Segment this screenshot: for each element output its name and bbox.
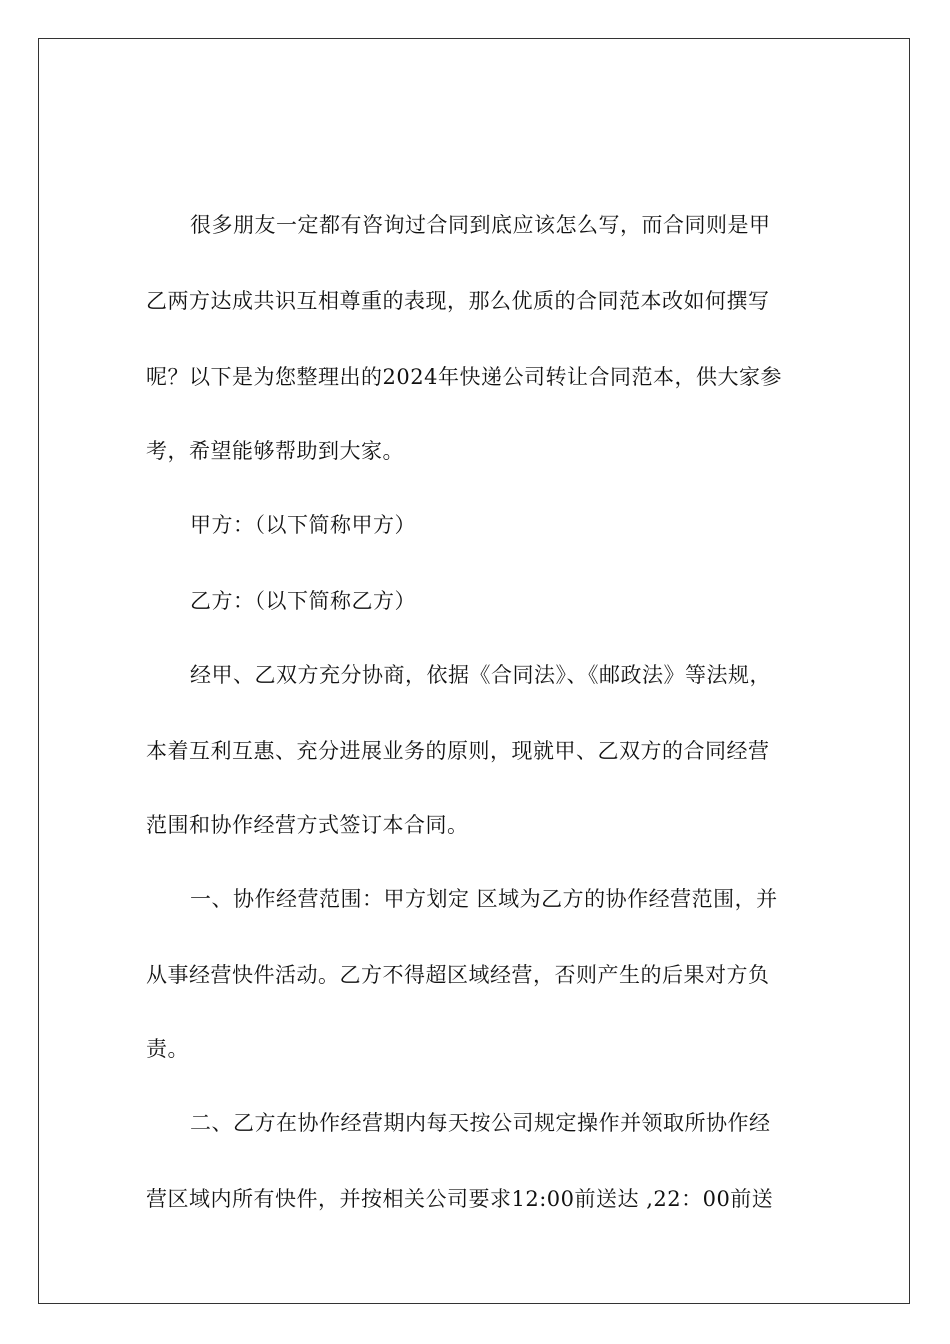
paragraph-line: 很多朋友一定都有咨询过合同到底应该怎么写，而合同则是甲	[190, 213, 771, 237]
paragraph-line: 范围和协作经营方式签订本合同。	[146, 813, 469, 837]
clause-1-line: 一、协作经营范围：甲方划定 区域为乙方的协作经营范围，并	[190, 887, 778, 911]
paragraph-line: 考，希望能够帮助到大家。	[146, 439, 404, 463]
clause-1-line: 责。	[146, 1037, 189, 1061]
paragraph-line: 经甲、乙双方充分协商，依据《合同法》、《邮政法》等法规，	[190, 663, 771, 687]
paragraph-line: 乙两方达成共识互相尊重的表现，那么优质的合同范本改如何撰写	[146, 289, 770, 313]
party-a-line: 甲方：（以下简称甲方）	[190, 513, 416, 537]
paragraph-line: 本着互利互惠、充分进展业务的原则，现就甲、乙双方的合同经营	[146, 739, 770, 763]
clause-1-line: 从事经营快件活动。乙方不得超区域经营，否则产生的后果对方负	[146, 963, 770, 987]
paragraph-line: 呢？以下是为您整理出的2024年快递公司转让合同范本，供大家参	[146, 365, 782, 389]
clause-2-line: 营区域内所有快件，并按相关公司要求12:00前送达 ,22：00前送	[146, 1187, 774, 1211]
party-b-line: 乙方：（以下简称乙方）	[190, 589, 416, 613]
clause-2-line: 二、乙方在协作经营期内每天按公司规定操作并领取所协作经	[190, 1111, 771, 1135]
